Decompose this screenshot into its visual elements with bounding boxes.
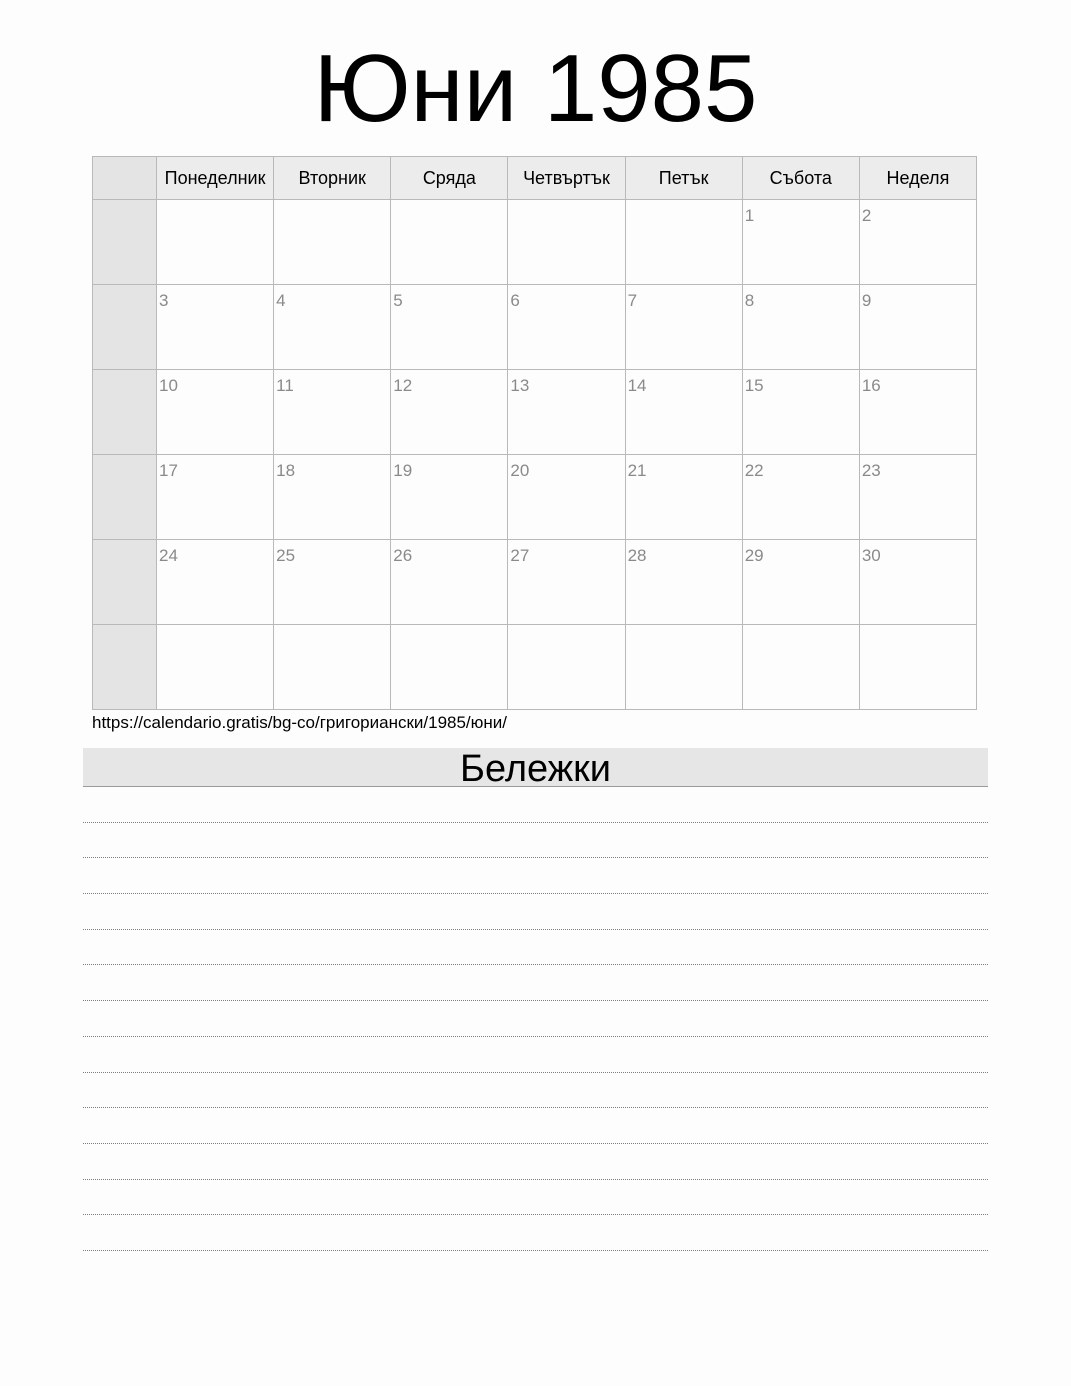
note-line — [83, 1143, 988, 1144]
day-number: 5 — [393, 291, 403, 310]
day-cell — [391, 285, 508, 370]
day-number: 23 — [861, 461, 881, 480]
week-number-cell — [93, 285, 157, 370]
weekday-header: Неделя — [859, 157, 976, 200]
day-number — [157, 200, 273, 206]
day-cell — [274, 200, 391, 285]
day-cell — [391, 455, 508, 540]
day-number: 1 — [744, 206, 755, 225]
day-cell — [508, 540, 625, 625]
week-row — [93, 200, 977, 285]
day-cell — [742, 455, 859, 540]
day-cell — [859, 540, 976, 625]
day-number: 3 — [159, 291, 169, 310]
day-number: 28 — [627, 546, 647, 565]
day-cell — [625, 540, 742, 625]
day-number — [626, 200, 742, 206]
note-line — [83, 929, 988, 930]
day-cell — [274, 540, 391, 625]
day-number — [626, 625, 742, 631]
week-number-header — [93, 157, 157, 200]
note-line — [83, 1250, 988, 1251]
day-cell — [742, 625, 859, 710]
day-cell — [157, 540, 274, 625]
weekday-header-row — [93, 157, 977, 200]
day-number: 16 — [861, 376, 881, 395]
day-cell — [625, 625, 742, 710]
note-line — [83, 964, 988, 965]
day-number: 9 — [861, 291, 872, 310]
day-cell — [157, 285, 274, 370]
note-line — [83, 1036, 988, 1037]
week-row — [93, 540, 977, 625]
day-cell — [157, 625, 274, 710]
day-number — [508, 200, 624, 206]
day-number: 29 — [744, 546, 764, 565]
day-number: 24 — [159, 546, 178, 565]
day-cell — [508, 625, 625, 710]
day-number — [743, 625, 859, 631]
day-cell — [274, 370, 391, 455]
week-number-cell — [93, 455, 157, 540]
day-number: 18 — [276, 461, 296, 480]
day-cell — [742, 540, 859, 625]
day-cell — [742, 200, 859, 285]
weekday-header: Понеделник — [157, 157, 274, 200]
day-number: 21 — [627, 461, 647, 480]
day-cell — [859, 285, 976, 370]
weekday-header: Сряда — [391, 157, 508, 200]
day-number: 22 — [744, 461, 764, 480]
day-cell — [625, 200, 742, 285]
calendar-grid — [92, 156, 977, 710]
day-cell — [625, 455, 742, 540]
week-row — [93, 625, 977, 710]
day-cell — [859, 370, 976, 455]
day-cell — [508, 285, 625, 370]
day-cell — [157, 200, 274, 285]
day-number — [860, 625, 976, 631]
day-number: 15 — [744, 376, 764, 395]
day-number: 6 — [510, 291, 520, 310]
week-number-cell — [93, 625, 157, 710]
week-number-cell — [93, 540, 157, 625]
day-number: 25 — [276, 546, 296, 565]
day-number: 14 — [627, 376, 647, 395]
day-cell — [508, 370, 625, 455]
day-number — [274, 625, 390, 631]
day-cell — [859, 455, 976, 540]
day-number: 19 — [393, 461, 413, 480]
page-title: Юни 1985 — [313, 35, 758, 142]
day-cell — [742, 370, 859, 455]
note-line — [83, 1107, 988, 1108]
day-cell — [625, 285, 742, 370]
day-number: 17 — [159, 461, 178, 480]
notes-heading: Бележки — [83, 748, 988, 787]
day-cell — [274, 285, 391, 370]
day-cell — [625, 370, 742, 455]
day-cell — [508, 200, 625, 285]
day-cell — [274, 625, 391, 710]
note-line — [83, 1214, 988, 1215]
week-number-cell — [93, 200, 157, 285]
day-number — [157, 625, 273, 631]
day-number: 11 — [276, 376, 294, 395]
day-cell — [391, 625, 508, 710]
day-number: 30 — [861, 546, 881, 565]
day-number: 2 — [861, 206, 872, 225]
day-number — [274, 200, 390, 206]
day-number: 26 — [393, 546, 413, 565]
day-number — [391, 625, 507, 631]
source-url: https://calendario.gratis/bg-co/григориански/1985/юни/ — [92, 713, 508, 732]
weekday-header: Събота — [742, 157, 859, 200]
note-line — [83, 893, 988, 894]
weekday-header: Четвъртък — [508, 157, 625, 200]
day-number — [391, 200, 507, 206]
week-row — [93, 455, 977, 540]
day-cell — [391, 200, 508, 285]
note-line — [83, 857, 988, 858]
day-cell — [859, 625, 976, 710]
weekday-header: Вторник — [274, 157, 391, 200]
day-cell — [157, 370, 274, 455]
day-cell — [274, 455, 391, 540]
day-cell — [508, 455, 625, 540]
week-number-cell — [93, 370, 157, 455]
day-number: 7 — [627, 291, 638, 310]
day-number: 13 — [510, 376, 530, 395]
day-cell — [391, 370, 508, 455]
note-line — [83, 1072, 988, 1073]
day-cell — [742, 285, 859, 370]
week-row — [93, 285, 977, 370]
day-cell — [391, 540, 508, 625]
note-line — [83, 1179, 988, 1180]
day-cell — [859, 200, 976, 285]
day-number: 12 — [393, 376, 413, 395]
note-line — [83, 822, 988, 823]
day-number: 8 — [744, 291, 755, 310]
week-row — [93, 370, 977, 455]
day-number: 27 — [510, 546, 530, 565]
weekday-header: Петък — [625, 157, 742, 200]
note-line — [83, 1000, 988, 1001]
day-number: 20 — [510, 461, 530, 480]
day-number: 10 — [159, 376, 178, 395]
day-cell — [157, 455, 274, 540]
day-number: 4 — [276, 291, 286, 310]
day-number — [508, 625, 624, 631]
